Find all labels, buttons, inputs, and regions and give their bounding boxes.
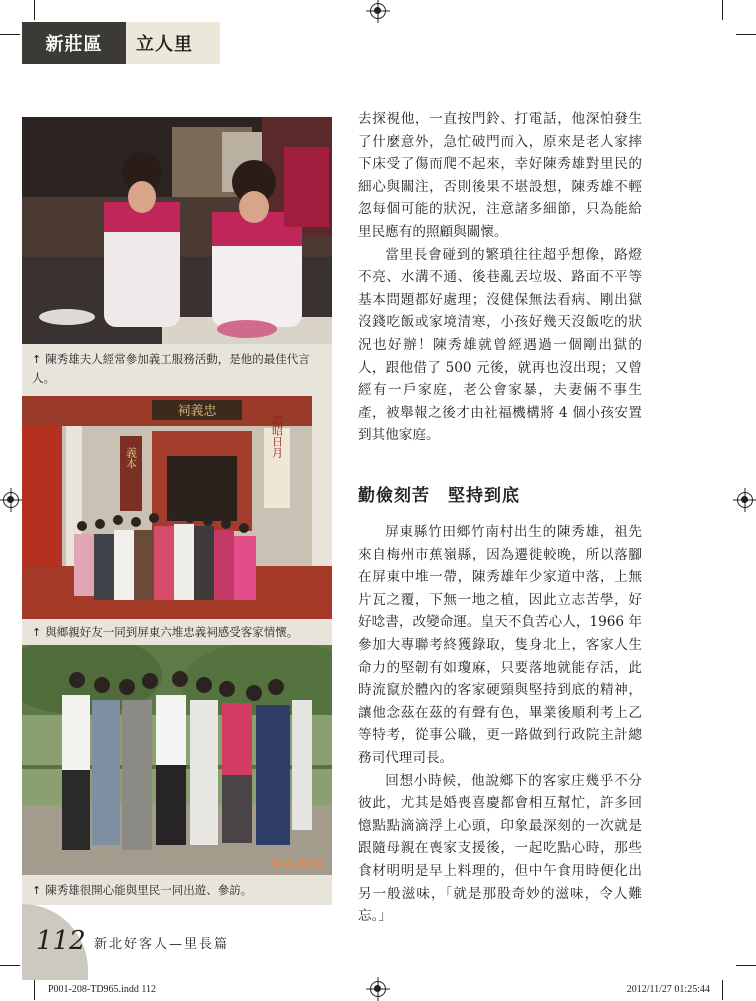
body-column-bottom: [358, 521, 642, 928]
registration-mark-icon: [370, 3, 386, 19]
paragraph: 去探視他，一直按門鈴、打電話，他深怕發生了什麼意外，急忙破門而入，原來是老人家摔下床受了傷而爬不起來，幸好陳秀雄對里民的細心與關注，否則後果不堪設想，陳秀雄不輕忽每個可能的狀況，注意諸多細節，只為能給里民應有的照顧與關懷。: [358, 111, 642, 240]
registration-mark-icon: [3, 492, 19, 508]
print-slug-file: P001-208-TD965.indd 112: [48, 984, 156, 995]
section-header: [22, 22, 220, 64]
photo-outing-group: [22, 645, 332, 875]
photo-volunteer-cooking: [22, 117, 332, 344]
paragraph: 回想小時候，他說鄉下的客家庄幾乎不分彼此，尤其是婚喪喜慶都會相互幫忙，許多回憶點點滴滴浮上心頭，印象最深刻的一次就是跟隨母親在喪家支援後，一起吃點心時，那些食材明明是早上料理的，但中午食用時便化出另一般滋味，「就是那股奇妙的滋味，令人難忘。」: [358, 772, 642, 925]
caption-text: 與鄉親好友一同到屏東六堆忠義祠感受客家情懷。: [45, 625, 299, 639]
photo-temple-group-image: [22, 396, 332, 619]
village-label: 立人里: [126, 22, 220, 64]
crop-mark: [722, 0, 723, 20]
crop-mark: [34, 980, 35, 1000]
caption-text: 陳秀雄夫人經常參加義工服務活動，是他的最佳代言人。: [32, 352, 310, 385]
crop-mark: [0, 965, 20, 966]
body-column-top: [358, 108, 642, 447]
arrow-up-icon: ↑: [32, 626, 42, 639]
photo-caption: [22, 619, 332, 645]
temple-sign-text: 祠義忠: [177, 404, 217, 419]
photo-date-stamp: 9 4 2008: [273, 857, 322, 870]
photo-volunteer-cooking-image: [22, 117, 332, 344]
book-title: 新北好客人—里長篇: [94, 937, 230, 952]
couplet-right-text: 忠昭日月: [270, 414, 284, 458]
page-number: 112: [36, 926, 86, 956]
district-label: 新莊區: [22, 22, 126, 64]
arrow-up-icon: ↑: [32, 884, 42, 897]
crop-mark: [34, 0, 35, 20]
couplet-left-text: 義本: [124, 447, 138, 469]
print-slug-timestamp: 2012/11/27 01:25:44: [626, 984, 710, 995]
section-heading: 勤儉刻苦 堅持到底: [358, 486, 520, 506]
photo-caption: [22, 875, 332, 905]
crop-mark: [736, 34, 756, 35]
paragraph: 屏東縣竹田鄉竹南村出生的陳秀雄，祖先來自梅州市蕉嶺縣，因為遷徙較晚，所以落腳在屏東中堆一帶，陳秀雄年少家道中落，上無片瓦之覆，下無一地之植，因此立志苦學，好好唸書，改變命運。皇天不負苦心人，1966 年參加大專聯考終獲錄取，隻身北上，客家人生命力的堅韌有如瓊麻，只要落地就能存活，此時流竄於體內的客家硬頸與堅持到底的精神，讓他念茲在茲的有聲有色，畢業後順利考上乙等特考，從事公職，更一路做到行政院主計總務司代理司長。: [358, 524, 642, 766]
arrow-up-icon: ↑: [32, 353, 42, 366]
paragraph: 當里長會碰到的繁瑣往往超乎想像，路燈不亮、水溝不通、後巷亂丟垃圾、路面不平等基本問題都好處理；沒健保無法看病、剛出獄沒錢吃飯或家境清寒，小孩好幾天沒飯吃的狀況也好辦！陳秀雄就曾經遇過一個剛出獄的人，跟他借了 500 元後，就再也沒出現；又曾經有一戶家庭，老公會家暴，夫妻倆不事生產，被舉報之後才由社福機構將 4 個小孩安置到其他家庭。: [358, 246, 642, 444]
photo-temple-group: [22, 396, 332, 619]
crop-mark: [736, 965, 756, 966]
crop-mark: [0, 34, 20, 35]
photo-caption: [22, 344, 332, 396]
crop-mark: [722, 980, 723, 1000]
registration-mark-icon: [737, 492, 753, 508]
registration-mark-icon: [370, 981, 386, 997]
photo-outing-group-image: [22, 645, 332, 875]
caption-text: 陳秀雄很開心能與里民一同出遊、參訪。: [45, 883, 253, 897]
